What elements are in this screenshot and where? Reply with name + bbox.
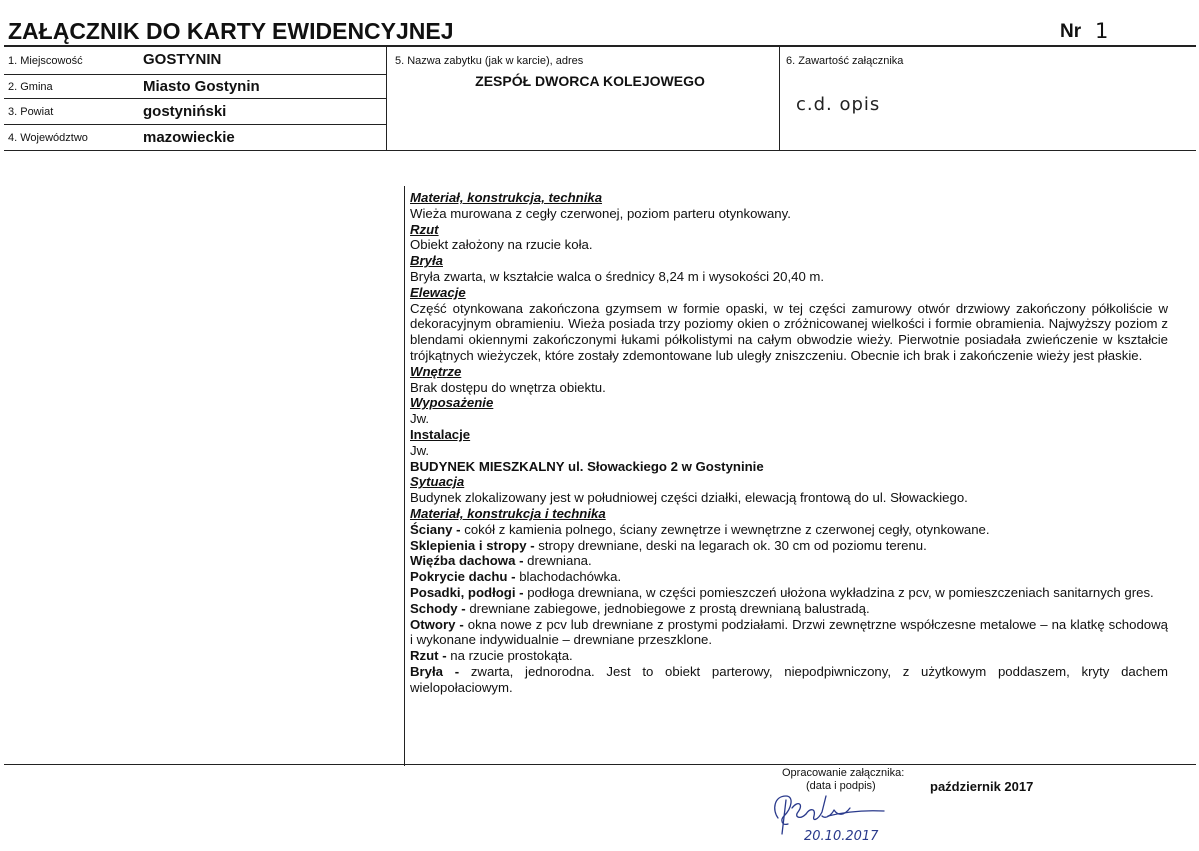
text-bryla: Bryła zwarta, w kształcie walca o średnicy 8,24 m i wysokości 20,40 m. xyxy=(410,268,825,284)
text-rzut-2: na rzucie prostokąta. xyxy=(446,648,573,664)
heading-wyposazenie: Wyposażenie xyxy=(410,395,494,411)
prepared-by-label: Opracowanie załącznika: xyxy=(782,767,905,779)
district-value: gostyniński xyxy=(143,103,227,120)
column-divider-2 xyxy=(779,46,780,151)
item-pokrycie xyxy=(410,569,1168,585)
page-title: ZAŁĄCZNIK DO KARTY EWIDENCYJNEJ xyxy=(8,18,454,44)
label-sciany: Ściany - xyxy=(410,521,461,537)
item-posadzki xyxy=(410,585,1168,601)
heading-rzut: Rzut xyxy=(410,221,439,237)
heading-bryla: Bryła xyxy=(410,253,443,269)
text-rzut: Obiekt założony na rzucie koła. xyxy=(410,237,593,253)
body-left-border xyxy=(404,186,405,766)
number-label: Nr xyxy=(1060,21,1082,42)
commune-label: 2. Gmina xyxy=(8,81,53,93)
text-otwory: okna nowe z pcv lub drewniane z prostymi podziałami. Drzwi zewnętrzne współczesne metalowe – na klatkę schodową i wykonane indywidualnie – drewniane przeszklone. xyxy=(410,616,1168,648)
attachment-content-label: 6. Zawartość załącznika xyxy=(786,55,904,67)
text-posadzki: podłoga drewniana, w części pomieszczeń ułożona wykładzina z pcv, w pomieszczeniach sanitarnych gres. xyxy=(523,584,1154,600)
heading-elewacje: Elewacje xyxy=(410,284,466,300)
label-posadzki: Posadki, podłogi - xyxy=(410,584,524,600)
heading-sytuacja: Sytuacja xyxy=(410,474,465,490)
row-divider-3 xyxy=(4,124,386,125)
number-value: 1 xyxy=(1095,19,1109,43)
commune-value: Miasto Gostynin xyxy=(143,78,260,95)
section-heading-residential: BUDYNEK MIESZKALNY ul. Słowackiego 2 w Gostyninie xyxy=(410,458,764,474)
text-material-1: Wieża murowana z cegły czerwonej, poziom parteru otynkowany. xyxy=(410,205,791,221)
text-wyposazenie: Jw. xyxy=(410,411,430,427)
label-rzut-2: Rzut - xyxy=(410,648,447,664)
district-label: 3. Powiat xyxy=(8,106,54,118)
item-wiezba xyxy=(410,553,1168,569)
item-sciany xyxy=(410,522,1168,538)
item-schody xyxy=(410,601,1168,617)
handwritten-signature xyxy=(764,790,914,845)
text-sklepienia: stropy drewniane, deski na legarach ok. 30 cm od poziomu terenu. xyxy=(534,537,927,553)
text-elewacje: Część otynkowana zakończona gzymsem w formie opaski, w tej części zamurowy otwór drzwiowy zakończony półkoliście w dekoracyjnym obramieniu. Wieża posiada trzy poziomy okien o zróżnicowanej wielkości i formie obramienia. Najwyższy poziom z blendami okiennymi zakończonymi łukami półkolistymi na całym obwodzie wieży. Pierwotnie posiadała zwieńczenie w kształcie trójkątnych wieżyczek, które zostały zdemontowane lub uległy zniszczeniu. Obecnie ich brak i zakończenie wieży jest płaskie. xyxy=(410,300,1168,363)
monument-name-label: 5. Nazwa zabytku (jak w karcie), adres xyxy=(395,55,584,67)
header-bottom-border xyxy=(4,150,1196,151)
text-pokrycie: blachodachówka. xyxy=(515,569,622,585)
text-sytuacja: Budynek zlokalizowany jest w południowej części działki, elewacją frontową do ul. Słowackiego. xyxy=(410,490,968,506)
text-wiezba: drewniana. xyxy=(523,553,592,569)
body-bottom-border xyxy=(4,764,1196,765)
item-bryla-2 xyxy=(410,664,1168,696)
label-otwory: Otwory - xyxy=(410,616,464,632)
heading-wnetrze: Wnętrze xyxy=(410,363,462,379)
label-wiezba: Więźba dachowa - xyxy=(410,553,524,569)
text-bryla-2: zwarta, jednorodna. Jest to obiekt parterowy, niepodpiwniczony, z użytkowym poddaszem, kryty dachem wielopołaciowym. xyxy=(410,663,1168,695)
locality-label: 1. Miejscowość xyxy=(8,55,83,67)
item-sklepienia xyxy=(410,538,1168,554)
preparation-date: październik 2017 xyxy=(930,779,1034,794)
row-divider-1 xyxy=(4,74,386,75)
item-rzut-2 xyxy=(410,648,1168,664)
text-sciany: cokół z kamienia polnego, ściany zewnętrze i wewnętrzne z czerwonej cegły, otynkowane. xyxy=(460,521,990,537)
text-instalacje: Jw. xyxy=(410,442,430,458)
heading-instalacje: Instalacje xyxy=(410,426,471,442)
header-top-border xyxy=(4,45,1196,47)
voivodeship-value: mazowieckie xyxy=(143,129,235,146)
text-wnetrze: Brak dostępu do wnętrza obiektu. xyxy=(410,379,606,395)
attachment-content-value: c.d. opis xyxy=(796,94,881,115)
date-signature-label: (data i podpis) xyxy=(806,780,876,792)
label-schody: Schody - xyxy=(410,600,466,616)
label-pokrycie: Pokrycie dachu - xyxy=(410,569,516,585)
text-schody: drewniane zabiegowe, jednobiegowe z prostą drewnianą balustradą. xyxy=(465,600,870,616)
heading-material-1: Materiał, konstrukcja, technika xyxy=(410,190,603,205)
description-body xyxy=(410,190,1168,696)
locality-value: GOSTYNIN xyxy=(143,51,222,68)
monument-name-value: ZESPÓŁ DWORCA KOLEJOWEGO xyxy=(475,73,705,89)
signature-date: 20.10.2017 xyxy=(804,829,879,844)
heading-material-2: Materiał, konstrukcja i technika xyxy=(410,505,606,521)
row-divider-2 xyxy=(4,98,386,99)
label-sklepienia: Sklepienia i stropy - xyxy=(410,537,535,553)
column-divider-1 xyxy=(386,46,387,151)
label-bryla-2: Bryła - xyxy=(410,663,460,679)
voivodeship-label: 4. Województwo xyxy=(8,132,88,144)
item-otwory xyxy=(410,617,1168,649)
